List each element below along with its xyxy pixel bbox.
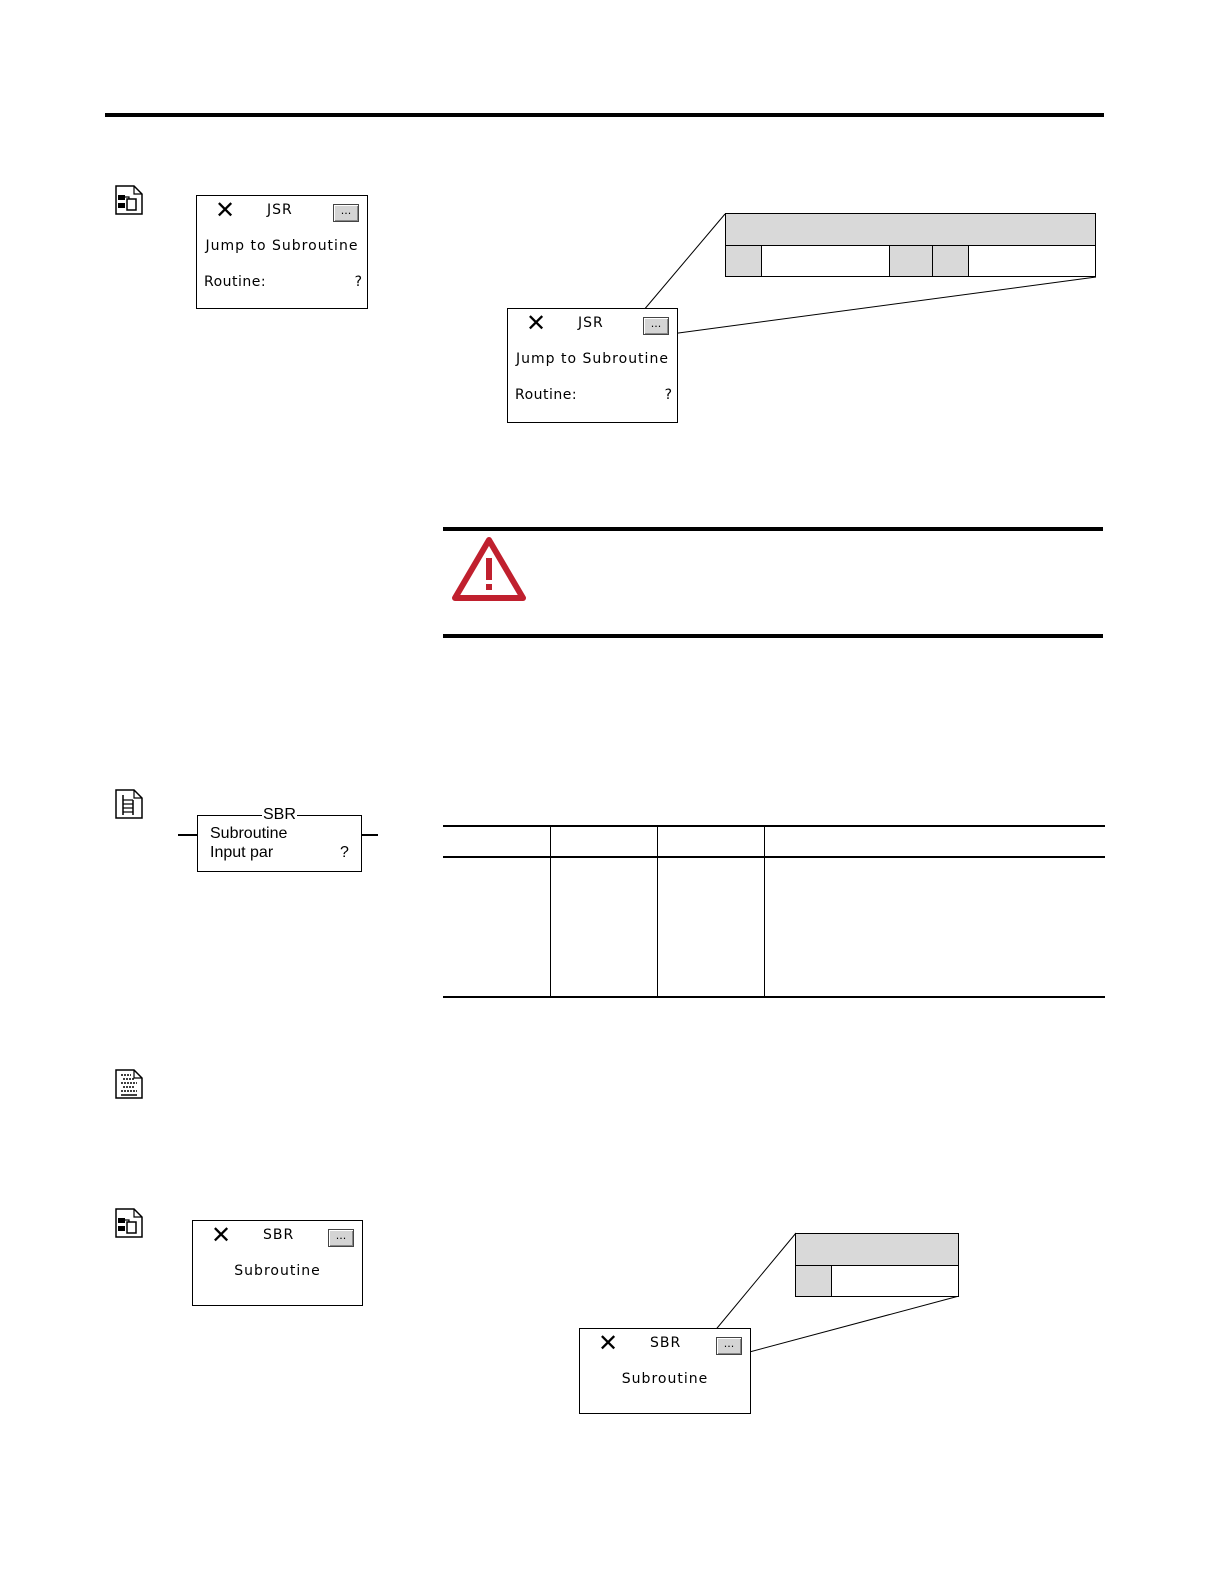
jsr-mnemonic: JSR [578,315,604,331]
jsr-name: Jump to Subroutine [516,351,669,367]
sbr-ladder-name: Subroutine [210,825,288,842]
jsr-properties-button[interactable]: ... [333,204,359,222]
jsr-name: Jump to Subroutine [205,238,359,254]
warning-top-rule [443,527,1103,531]
close-icon: ✕ [215,196,236,224]
sbr-callout-header [795,1233,959,1266]
jsr-callout-cell-1 [725,245,762,277]
table-col-divider-1 [550,826,551,997]
sbr-ladder-param-value: ? [340,844,349,861]
sbr-ladder-instruction[interactable] [197,806,362,872]
sbr-name: Subroutine [234,1263,321,1279]
table-header-rule [443,856,1105,858]
close-icon: ✕ [598,1329,619,1357]
jsr-callout-cell-4 [932,245,969,277]
ladder-logic-icon [115,789,143,819]
sbr-callout-cell-2 [831,1265,959,1297]
sbr-callout-cell-1 [795,1265,832,1297]
jsr-routine-label: Routine: [204,274,267,290]
table-col-divider-2 [657,826,658,997]
warning-triangle-icon [452,536,526,602]
table-bottom-rule [443,996,1105,998]
warning-bottom-rule [443,634,1103,638]
sbr-properties-button[interactable]: ... [716,1337,742,1355]
sbr-block-callout[interactable] [579,1328,751,1414]
jsr-routine-value: ? [354,274,362,290]
sbr-properties-button[interactable]: ... [328,1229,354,1247]
close-icon: ✕ [211,1221,232,1249]
sbr-mnemonic: SBR [263,1227,295,1243]
structured-text-icon [115,1069,143,1099]
table-col-divider-3 [764,826,765,997]
jsr-callout-header [725,213,1096,246]
sbr-mnemonic: SBR [650,1335,682,1351]
sbr-name: Subroutine [621,1371,709,1387]
sbr-ladder-mnemonic: SBR [263,806,296,823]
rung-right [361,834,378,836]
jsr-callout-cell-5 [968,245,1096,277]
jsr-routine-value: ? [664,387,672,403]
table-top-rule [443,825,1105,827]
rung-left [178,834,198,836]
jsr-block-callout[interactable] [507,308,678,423]
sbr-ladder-param-label: Input par [210,844,274,861]
jsr-mnemonic: JSR [267,202,293,218]
close-icon: ✕ [526,309,547,337]
jsr-callout-cell-2 [761,245,890,277]
jsr-routine-label: Routine: [515,387,578,403]
jsr-properties-button[interactable]: ... [643,317,669,335]
jsr-callout-cell-3 [889,245,933,277]
